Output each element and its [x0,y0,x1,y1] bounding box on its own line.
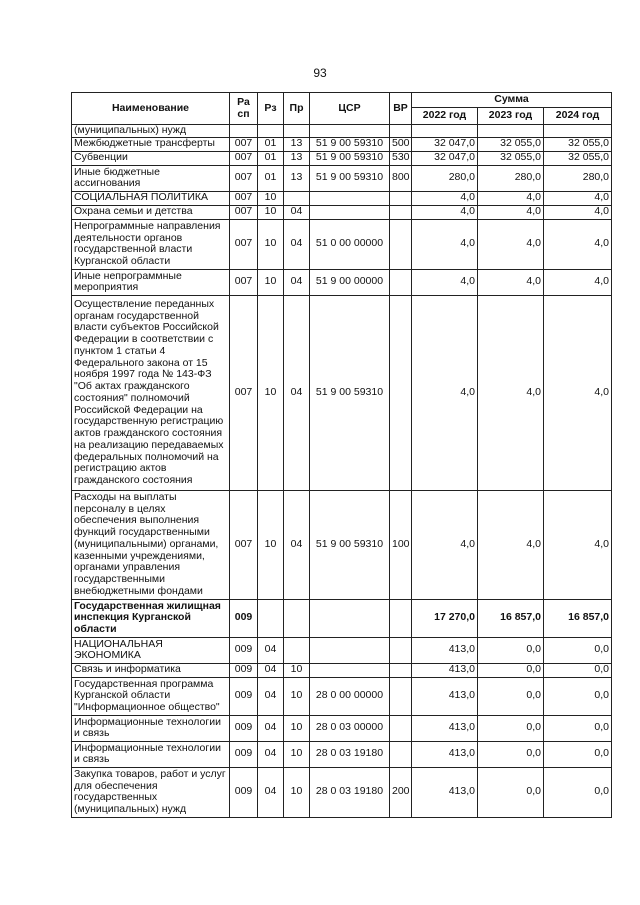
table-row [72,137,612,151]
cell-rz: 10 [258,269,284,295]
cell-name: СОЦИАЛЬНАЯ ПОЛИТИКА [72,191,230,205]
cell-pr: 04 [284,490,310,599]
cell-2022: 4,0 [412,219,478,269]
cell-pr: 04 [284,269,310,295]
cell-csr: 28 0 03 19180 [310,741,390,767]
table-row [72,599,612,637]
header-csr: ЦСР [310,93,390,125]
cell-2023: 4,0 [478,219,544,269]
cell-ra-sp: 009 [230,741,258,767]
cell-name: Охрана семьи и детства [72,205,230,219]
cell-2022: 413,0 [412,741,478,767]
cell-pr [284,125,310,138]
cell-ra-sp: 007 [230,191,258,205]
cell-2022: 4,0 [412,205,478,219]
cell-rz: 04 [258,637,284,663]
cell-2024: 0,0 [544,677,612,715]
cell-2024: 32 055,0 [544,137,612,151]
cell-2023: 4,0 [478,295,544,490]
cell-2024: 4,0 [544,191,612,205]
cell-2024: 0,0 [544,637,612,663]
cell-name: Государственная жилищная инспекция Курганской области [72,599,230,637]
cell-2023: 0,0 [478,741,544,767]
cell-2024: 16 857,0 [544,599,612,637]
cell-pr [284,637,310,663]
cell-ra-sp: 007 [230,151,258,165]
cell-2024: 4,0 [544,205,612,219]
cell-name: Непрограммные направления деятельности органов государственной власти Курганской области [72,219,230,269]
cell-vr: 200 [390,767,412,817]
cell-vr [390,205,412,219]
cell-2022: 4,0 [412,490,478,599]
cell-pr: 10 [284,741,310,767]
cell-csr [310,637,390,663]
cell-rz: 04 [258,663,284,677]
cell-pr: 04 [284,205,310,219]
cell-pr: 10 [284,663,310,677]
table-row [72,295,612,490]
cell-ra-sp: 007 [230,165,258,191]
cell-vr [390,269,412,295]
cell-2022: 413,0 [412,767,478,817]
cell-2024 [544,125,612,138]
header-vr: ВР [390,93,412,125]
table-row [72,219,612,269]
cell-name: Информационные технологии и связь [72,741,230,767]
cell-vr [390,663,412,677]
header-2024: 2024 год [544,108,612,125]
cell-2024: 0,0 [544,741,612,767]
cell-ra-sp: 009 [230,715,258,741]
cell-ra-sp: 009 [230,767,258,817]
header-pr: Пр [284,93,310,125]
cell-vr: 500 [390,137,412,151]
cell-vr: 530 [390,151,412,165]
table-row [72,767,612,817]
table-row [72,637,612,663]
cell-2023: 0,0 [478,663,544,677]
cell-2023: 0,0 [478,715,544,741]
cell-ra-sp: 007 [230,295,258,490]
cell-2024: 0,0 [544,767,612,817]
header-ra-sp: Ра сп [230,93,258,125]
cell-ra-sp: 009 [230,677,258,715]
table-row [72,677,612,715]
cell-name: (муниципальных) нужд [72,125,230,138]
cell-vr: 800 [390,165,412,191]
cell-2022: 17 270,0 [412,599,478,637]
cell-ra-sp: 007 [230,205,258,219]
cell-vr [390,677,412,715]
budget-table [71,92,612,818]
table-row [72,191,612,205]
cell-2022: 32 047,0 [412,137,478,151]
cell-2023: 4,0 [478,269,544,295]
cell-pr: 10 [284,715,310,741]
cell-2022: 32 047,0 [412,151,478,165]
cell-ra-sp: 007 [230,269,258,295]
cell-name: Межбюджетные трансферты [72,137,230,151]
cell-2022: 4,0 [412,269,478,295]
cell-name: Информационные технологии и связь [72,715,230,741]
cell-pr: 13 [284,165,310,191]
cell-vr [390,599,412,637]
cell-ra-sp: 007 [230,137,258,151]
cell-csr [310,125,390,138]
cell-rz: 01 [258,137,284,151]
cell-2022: 413,0 [412,663,478,677]
table-row [72,741,612,767]
cell-pr [284,191,310,205]
cell-ra-sp: 007 [230,219,258,269]
cell-csr [310,205,390,219]
cell-csr: 51 9 00 59310 [310,295,390,490]
table-row [72,165,612,191]
cell-name: Субвенции [72,151,230,165]
cell-ra-sp: 009 [230,599,258,637]
cell-rz: 01 [258,165,284,191]
cell-2024: 0,0 [544,663,612,677]
cell-2022: 413,0 [412,715,478,741]
cell-vr [390,125,412,138]
cell-csr [310,663,390,677]
cell-vr [390,295,412,490]
cell-2023: 4,0 [478,191,544,205]
cell-csr: 28 0 03 19180 [310,767,390,817]
table-row [72,125,612,138]
cell-name: Иные непрограммные мероприятия [72,269,230,295]
cell-2024: 4,0 [544,219,612,269]
cell-pr: 04 [284,295,310,490]
cell-2023: 16 857,0 [478,599,544,637]
cell-name: Расходы на выплаты персоналу в целях обеспечения выполнения функций государственными (муниципальными) органами, казенными учреждениями, органами управления государственными внебюджетными фондами [72,490,230,599]
cell-pr [284,599,310,637]
cell-2023: 280,0 [478,165,544,191]
cell-pr: 13 [284,137,310,151]
cell-rz: 10 [258,295,284,490]
cell-name: Закупка товаров, работ и услуг для обеспечения государственных (муниципальных) нужд [72,767,230,817]
cell-csr: 51 9 00 59310 [310,151,390,165]
cell-vr [390,219,412,269]
cell-pr: 13 [284,151,310,165]
cell-rz: 10 [258,219,284,269]
cell-vr [390,715,412,741]
cell-ra-sp: 009 [230,637,258,663]
cell-rz: 04 [258,741,284,767]
cell-rz: 01 [258,151,284,165]
cell-2022: 413,0 [412,637,478,663]
cell-2024: 0,0 [544,715,612,741]
cell-2023: 0,0 [478,677,544,715]
header-sum: Сумма [412,93,612,108]
cell-vr: 100 [390,490,412,599]
table-row [72,663,612,677]
cell-rz: 10 [258,191,284,205]
cell-ra-sp: 007 [230,490,258,599]
cell-csr: 28 0 03 00000 [310,715,390,741]
cell-2023: 4,0 [478,490,544,599]
cell-2022: 4,0 [412,191,478,205]
cell-pr: 10 [284,677,310,715]
cell-2022: 413,0 [412,677,478,715]
header-2023: 2023 год [478,108,544,125]
cell-2023: 4,0 [478,205,544,219]
cell-rz: 04 [258,677,284,715]
cell-rz [258,125,284,138]
cell-rz [258,599,284,637]
cell-csr: 51 9 00 59310 [310,137,390,151]
cell-2022: 280,0 [412,165,478,191]
header-name: Наименование [72,93,230,125]
cell-2022: 4,0 [412,295,478,490]
cell-name: Осуществление переданных органам государственной власти субъектов Российской Федерации в соответствии с пунктом 1 статьи 4 Федерального закона от 15 ноября 1997 года № 143-ФЗ "Об актах гражданского состояния" полномочий Российской Федерации на государственную регистрацию актов гражданского состояния на реализацию передаваемых федеральных полномочий на регистрацию актов гражданского состояния [72,295,230,490]
cell-2023 [478,125,544,138]
cell-2024: 4,0 [544,295,612,490]
table-row [72,205,612,219]
cell-2023: 32 055,0 [478,137,544,151]
cell-ra-sp [230,125,258,138]
cell-name: Иные бюджетные ассигнования [72,165,230,191]
cell-rz: 10 [258,205,284,219]
cell-rz: 04 [258,715,284,741]
cell-ra-sp: 009 [230,663,258,677]
cell-name: НАЦИОНАЛЬНАЯ ЭКОНОМИКА [72,637,230,663]
cell-vr [390,741,412,767]
cell-csr: 51 9 00 59310 [310,165,390,191]
cell-2023: 32 055,0 [478,151,544,165]
cell-csr: 51 9 00 59310 [310,490,390,599]
cell-name: Государственная программа Курганской области "Информационное общество" [72,677,230,715]
table-row [72,269,612,295]
cell-csr [310,599,390,637]
cell-csr: 28 0 00 00000 [310,677,390,715]
table-row [72,715,612,741]
cell-name: Связь и информатика [72,663,230,677]
header-rz: Рз [258,93,284,125]
cell-2022 [412,125,478,138]
header-2022: 2022 год [412,108,478,125]
cell-rz: 10 [258,490,284,599]
cell-2024: 280,0 [544,165,612,191]
cell-rz: 04 [258,767,284,817]
table-row [72,490,612,599]
cell-pr: 04 [284,219,310,269]
cell-2024: 4,0 [544,269,612,295]
cell-2023: 0,0 [478,637,544,663]
cell-csr: 51 9 00 00000 [310,269,390,295]
cell-pr: 10 [284,767,310,817]
cell-2024: 32 055,0 [544,151,612,165]
cell-vr [390,191,412,205]
page-number: 93 [313,66,327,80]
table-row [72,151,612,165]
table-body [72,125,612,818]
cell-vr [390,637,412,663]
cell-2024: 4,0 [544,490,612,599]
cell-csr [310,191,390,205]
cell-csr: 51 0 00 00000 [310,219,390,269]
cell-2023: 0,0 [478,767,544,817]
